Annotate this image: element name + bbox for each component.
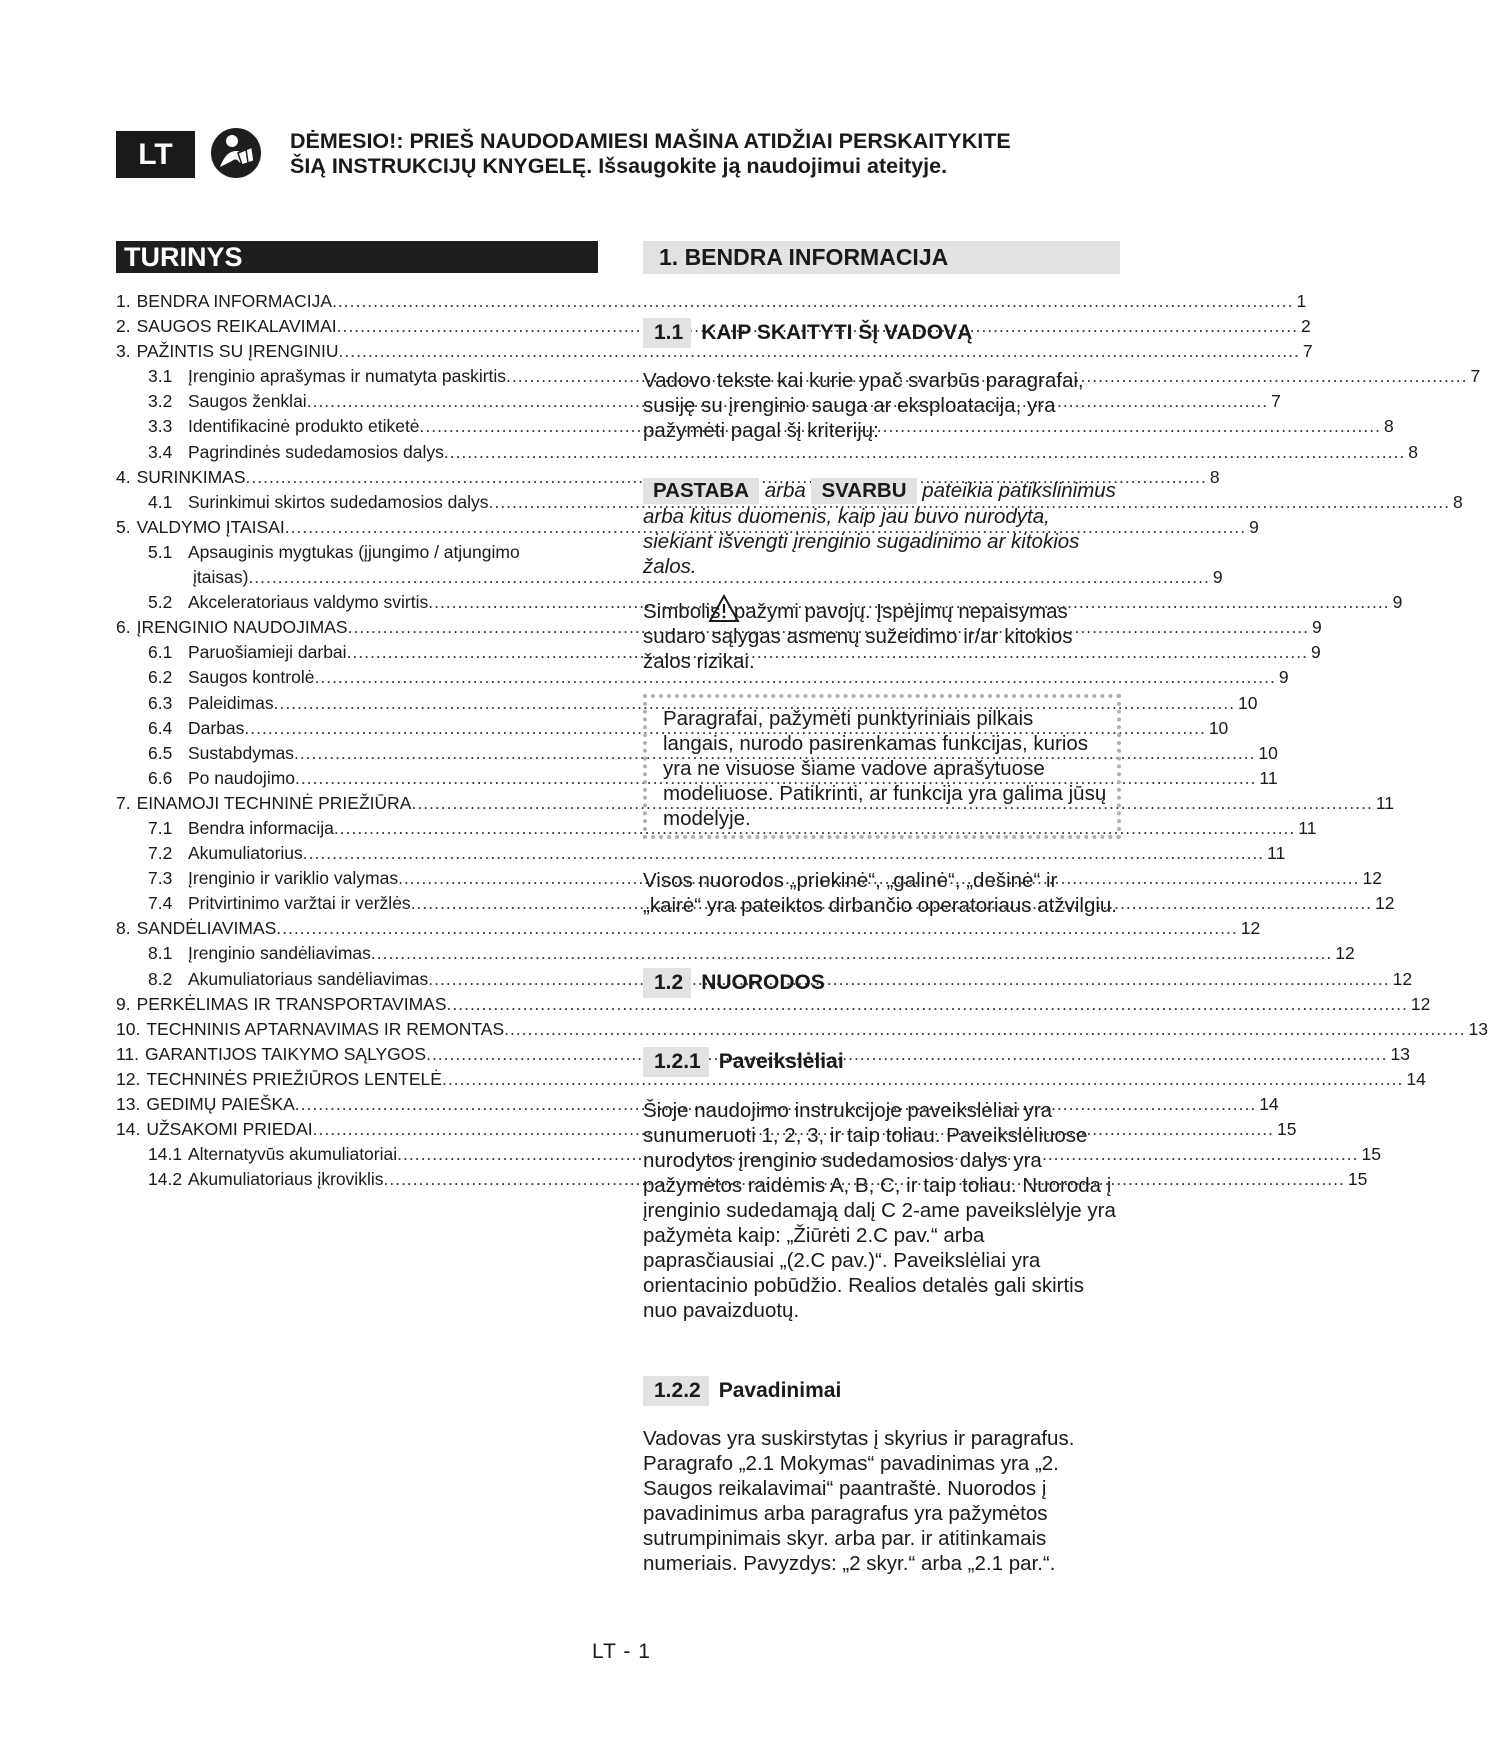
intro-paragraph: Vadovo tekste kai kurie ypač svarbūs paragrafai, susiję su įrenginio sauga ar eksploatacija, yra pažymėti pagal šį kriterijų: [643,369,1084,442]
toc-entry-number: 13. [116,1094,141,1114]
toc-entry-number: 1. [116,291,131,311]
toc-entry-number: 6. [116,617,131,638]
toc-entry-page: 8 [1209,466,1220,487]
toc-entry-number: 5.2 [148,592,173,613]
toc-entry [116,339,1313,364]
toc-entry-page: 11 [1298,817,1317,838]
toc-entry-page: 8 [1383,416,1394,437]
toc-entry [116,1167,1368,1192]
toc-entry-title: GARANTIJOS TAIKYMO SĄLYGOS [145,1043,427,1064]
toc-entry [116,364,1481,389]
subsection-heading-1-1 [643,318,972,348]
subsection-number: 1.2.2 [643,1376,709,1406]
toc-entry-number: 3. [116,341,131,362]
toc-entry-number: 5.1 [148,541,173,562]
toc-entry-page: 12 [1392,968,1413,989]
symbol-post: pažymi pavojų. Įspėjimų nepaisymas sudaro sąlygas asmenų sužeidimo ir/ar kitokios žalos rizikai. [643,600,1073,673]
toc-entry-page: 15 [1277,1119,1297,1140]
toc-entry-page: 12 [1362,868,1382,889]
toc-entry-number: 6.3 [148,692,173,713]
toc-entry [116,665,1289,690]
toc-entry-title: Sustabdymas [188,742,295,763]
toc-leader-dots [303,841,1264,866]
toc-entry-number: 11. [116,1043,140,1064]
toc-entry-title: Paleidimas [188,692,274,713]
subsection-title: Paveikslėliai [718,1050,844,1073]
toc-entry [116,515,1259,540]
directions-paragraph: Visos nuorodos „priekinė“, „galinė“, „dešinė“ ir „kairė“ yra pateiktos dirbančio operatoriaus atžvilgiu. [643,869,1118,917]
note-text: pateikia patikslinimus arba kitus duomenis, kaip jau buvo nurodyta, siekiant išvengti įrenginio sugadinimo ar kitokios žalos. [643,479,1116,578]
toc-entry-page: 12 [1240,918,1261,939]
subsection-heading-1-2-1 [643,1047,844,1077]
toc-entry-page: 10 [1258,742,1278,763]
toc-entry-page: 7 [1271,391,1281,412]
toc-entry-title: TECHNINIS APTARNAVIMAS IR REMONTAS [146,1018,505,1039]
toc-entry-number: 7. [116,792,131,813]
toc-entry-number: 8. [116,918,131,939]
toc-entry-title: EINAMOJI TECHNINĖ PRIEŽIŪRA [136,792,412,813]
toc-entry-title: Bendra informacija [188,817,334,838]
toc-entry-number: 7.2 [148,843,173,864]
toc-entry-page: 12 [1375,893,1395,914]
toc-entry-title: Akumuliatorius [188,843,303,864]
toc-entry-page: 7 [1302,341,1313,362]
toc-entry-page: 13 [1390,1043,1410,1064]
symbol-paragraph [643,594,1121,674]
toc-entry-title: Alternatyvūs akumuliatoriai [188,1144,398,1165]
toc-entry-page: 11 [1267,843,1286,864]
toc-entry-number: 9. [116,993,131,1014]
toc-leader-dots [276,916,1237,941]
page-number: LT - 1 [592,1640,651,1663]
toc-leader-dots [444,440,1405,465]
optional-feature-box [643,694,1121,839]
toc-entry-number: 10. [116,1018,141,1039]
toc-entry-title: Darbas [188,717,245,738]
toc-entry-page: 10 [1208,717,1229,738]
note-paragraph [643,478,1121,579]
toc-entry [116,540,603,565]
toc-entry-page: 11 [1375,792,1395,813]
section-title: 1. BENDRA INFORMACIJA [643,241,1120,274]
note-tag: PASTABA [643,478,759,504]
toc-leader-dots [332,289,1293,314]
note-or: arba [764,479,806,502]
toc-entry-title: Įrenginio ir variklio valymas [188,868,399,889]
toc-entry-number: 6.6 [148,767,173,788]
toc-leader-dots [442,1067,1403,1092]
toc-entry-title: Saugos ženklai [188,391,307,412]
toc-entry-page: 10 [1238,692,1258,713]
toc-entry-title: SURINKIMAS [136,466,246,487]
toc-entry-page: 14 [1406,1068,1426,1089]
toc-entry [116,1142,1381,1167]
subsection-title: Pavadinimai [718,1379,842,1402]
toc-entry-number: 3.3 [148,416,173,437]
toc-entry-title: Po naudojimo [188,767,296,788]
toc-entry-page: 8 [1408,441,1418,462]
toc-entry-page: 9 [1312,617,1322,638]
toc-entry-title: ĮRENGINIO NAUDOJIMAS [136,617,348,638]
toc-entry-number: 7.1 [148,817,173,838]
subsection-number: 1.2.1 [643,1047,709,1077]
reading-person-icon [210,127,262,179]
toc-entry [116,565,1223,590]
subsection-title: KAIP SKAITYTI ŠĮ VADOVĄ [701,321,973,344]
toc-entry-title: SANDĖLIAVIMAS [136,918,277,939]
warning-line-1: DĖMESIO!: PRIEŠ NAUDODAMIESI MAŠINA ATIDŽIAI PERSKAITYKITE [290,129,1011,153]
toc-entry-number: 14.2 [148,1169,183,1190]
toc-entry-title: Paruošiamieji darbai [188,642,347,663]
toc-entry-title: įtaisas) [193,567,249,588]
toc-entry-page: 15 [1347,1169,1368,1190]
toc-entry-number: 3.1 [148,366,173,387]
toc-entry-title: BENDRA INFORMACIJA [136,291,333,311]
toc-entry-number: 7.4 [148,893,173,914]
toc-entry [116,841,1286,866]
toc-entry [116,1017,1488,1042]
toc-entry-number: 6.1 [148,642,173,663]
toc-entry [116,916,1261,941]
toc-entry [116,1067,1426,1092]
toc-entry-number: 6.4 [148,717,173,738]
toc-entry-page: 1 [1296,291,1307,311]
toc-entry [116,1117,1297,1142]
toc-entry-number: 5. [116,516,131,537]
toc-entry-title: UŽSAKOMI PRIEDAI [146,1119,313,1140]
subsection-heading-1-2 [643,968,825,998]
toc-entry-page: 13 [1468,1018,1488,1039]
toc-entry-title: Saugos kontrolė [188,667,315,688]
toc-entry-number: 2. [116,316,131,337]
toc-entry-title: Įrenginio sandėliavimas [188,943,371,964]
toc-entry-number: 8.2 [148,968,173,989]
toc-entry-title: Pritvirtinimo varžtai ir veržlės [188,893,411,914]
optional-feature-text: Paragrafai, pažymėti punktyriniais pilkais langais, nurodo pasirenkamas funkcijas, kurios yra ne visuose šiame vadove aprašytuose modeliuose. Patikrinti, ar funkcija yra galima jūsų modelyje. [663,707,1107,830]
titles-paragraph: Vadovas yra suskirstytas į skyrius ir paragrafus. Paragrafo „2.1 Mokymas“ pavadinimas yra „2. Saugos reikalavimai“ paantraštė. Nuorodos į pavadinimus arba paragrafus yra pažymėtos sutrumpinimais skyr. arba par. ir atitinkamais numeriais. Pavyzdys: „2 skyr.“ arba „2.1 par.“. [643,1427,1075,1575]
toc-entry-title: PERKĖLIMAS IR TRANSPORTAVIMAS [136,993,447,1014]
toc-entry-page: 9 [1278,667,1289,688]
toc-entry-page: 8 [1452,491,1463,512]
toc-entry [116,992,1431,1017]
toc-entry-page: 9 [1310,642,1321,663]
toc-entry-page: 9 [1249,516,1259,537]
toc-entry-page: 2 [1301,316,1311,337]
symbol-pre: Simbolis [643,600,721,623]
toc-entry-page: 15 [1361,1144,1381,1165]
toc-leader-dots [447,992,1408,1017]
toc-entry-title: VALDYMO ĮTAISAI [136,516,285,537]
toc-leader-dots [504,1017,1465,1042]
toc-entry-number: 12. [116,1068,141,1089]
figures-paragraph: Šioje naudojimo instrukcijoje paveikslėliai yra sunumeruoti 1, 2, 3, ir taip toliau. Paveikslėliuose nurodytos įrenginio sudedamosios dalys yra pažymėtos raidėmis A, B, C, ir taip toliau. Nuoroda į įrenginio sudedamąją dalį C 2-ame paveikslėlyje yra pažymėta kaip: „Žiūrėti 2.C pav.“ arba paprasčiausiai „(2.C pav.)“. Paveikslėliai yra orientacinio pobūdžio. Realios detalės gali skirtis nuo pavaizduotų. [643,1099,1116,1322]
important-tag: SVARBU [811,478,916,504]
toc-entry [116,440,1418,465]
toc-entry-title: Akumuliatoriaus įkroviklis [188,1169,384,1190]
toc-entry-title: Įrenginio aprašymas ir numatyta paskirtis [188,366,507,387]
toc-entry-number: 6.5 [148,742,173,763]
toc-entry-number: 3.2 [148,391,173,412]
toc-entry-number: 6.2 [148,667,173,688]
toc-entry [116,691,1258,716]
toc-entry-title: SAUGOS REIKALAVIMAI [136,316,337,337]
subsection-title: NUORODOS [701,971,825,994]
toc-entry [116,941,1355,966]
warning-triangle-icon [708,594,740,624]
toc-entry [116,465,1220,490]
warning-line-2: ŠIĄ INSTRUKCIJŲ KNYGELĘ. Išsaugokite ją naudojimui ateityje. [290,154,948,178]
subsection-number: 1.2 [643,968,691,998]
toc-entry [116,414,1394,439]
toc-entry [116,766,1278,791]
warning-title [290,129,1070,179]
toc-entry [116,389,1281,414]
toc-entry-title: Pagrindinės sudedamosios dalys [188,441,444,462]
language-badge: LT [116,131,195,178]
toc-entry-page: 11 [1259,767,1278,788]
toc-entry-page: 9 [1392,592,1403,613]
toc-entry-title: TECHNINĖS PRIEŽIŪROS LENTELĖ [146,1068,442,1089]
toc-entry-number: 8.1 [148,943,173,964]
toc-entry-title: Identifikacinė produkto etiketė [188,416,420,437]
toc-entry-page: 7 [1470,366,1481,387]
toc-entry-number: 3.4 [148,441,173,462]
toc-entry-page: 9 [1212,567,1223,588]
toc-entry-page: 12 [1335,943,1355,964]
toc-entry [116,640,1321,665]
toc-entry-title: Akceleratoriaus valdymo svirtis [188,592,429,613]
toc-entry-number: 14. [116,1119,141,1140]
toc-entry-title: Apsauginis mygtukas (įjungimo / atjungimo [188,541,520,562]
toc-entry-page: 14 [1259,1094,1279,1114]
toc-entry [116,615,1322,640]
toc-entry-number: 7.3 [148,868,173,889]
toc-entry-title: Akumuliatoriaus sandėliavimas [188,968,429,989]
toc-entry [116,866,1382,891]
toc-leader-dots [428,967,1389,992]
toc-entry [116,791,1395,816]
toc-entry [116,1092,1279,1117]
toc-entry [116,741,1278,766]
toc-entry-number: 14.1 [148,1144,183,1165]
toc-entry-number: 4.1 [148,491,173,512]
toc-entry-title: PAŽINTIS SU ĮRENGINIU [136,341,339,362]
toc-entry-number: 4. [116,466,131,487]
toc-entry [116,716,1229,741]
toc-entry [116,289,1307,314]
toc-leader-dots [426,1042,1387,1067]
toc-title: TURINYS [116,241,598,273]
subsection-number: 1.1 [643,318,691,348]
subsection-heading-1-2-2 [643,1376,841,1406]
toc-entry-title: GEDIMŲ PAIEŠKA [146,1094,295,1114]
toc-leader-dots [371,941,1332,966]
toc-entry-title: Surinkimui skirtos sudedamosios dalys [188,491,489,512]
toc-entry-page: 12 [1410,993,1431,1014]
toc-entry [116,816,1317,841]
